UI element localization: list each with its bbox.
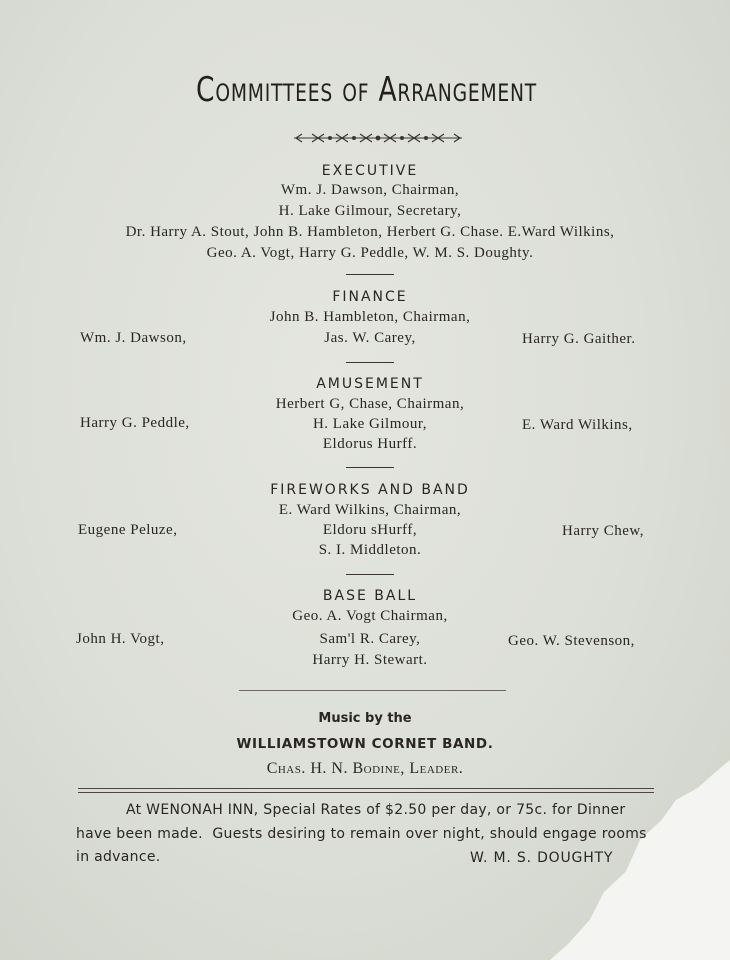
baseball-chairman: Geo. A. Vogt Chairman, (292, 608, 448, 624)
baseball-heading: BASE BALL (322, 588, 418, 604)
executive-line-1: Wm. J. Dawson, Chairman, (280, 182, 460, 198)
finance-member-right: Harry G. Gaither. (522, 331, 636, 347)
baseball-member-left: John H. Vogt, (76, 631, 165, 647)
section-divider (346, 467, 394, 468)
amusement-member-center-2: Eldorus Hurff. (322, 436, 418, 452)
music-intro: Music by the (318, 711, 412, 726)
music-divider (239, 690, 506, 691)
executive-line-3: Dr. Harry A. Stout, John B. Hambleton, Herbert G. Chase. E.Ward Wilkins, (125, 224, 615, 240)
signature: W. M. S. DOUGHTY (470, 850, 614, 866)
footer-line-2: have been made. Guests desiring to remain over night, should engage rooms (76, 826, 647, 842)
finance-member-center: Jas. W. Carey, (324, 330, 416, 346)
finance-heading: FINANCE (332, 289, 408, 305)
section-divider (346, 362, 394, 363)
footer-rule-2 (78, 792, 654, 793)
fireworks-member-left: Eugene Peluze, (78, 522, 178, 538)
finance-member-left: Wm. J. Dawson, (80, 330, 187, 346)
fireworks-member-center-1: Eldoru sHurff, (322, 522, 418, 538)
baseball-member-center-1: Sam'l R. Carey, (319, 631, 421, 647)
band-leader: Chas. H. N. Bodine, Leader. (266, 760, 464, 777)
finance-chairman: John B. Hambleton, Chairman, (269, 309, 471, 325)
ornament-divider-icon (290, 132, 466, 144)
fireworks-chairman: E. Ward Wilkins, Chairman, (278, 502, 462, 518)
executive-line-2: H. Lake Gilmour, Secretary, (278, 203, 462, 219)
baseball-member-right: Geo. W. Stevenson, (508, 633, 635, 649)
footer-line-1: At WENONAH INN, Special Rates of $2.50 per day, or 75c. for Dinner (126, 802, 626, 818)
fireworks-member-center-2: S. I. Middleton. (318, 542, 422, 558)
section-divider (346, 274, 394, 275)
page-title: Committees of Arrangement (196, 70, 538, 110)
fireworks-heading: FIREWORKS AND BAND (270, 482, 470, 498)
baseball-member-center-2: Harry H. Stewart. (312, 652, 428, 668)
executive-line-4: Geo. A. Vogt, Harry G. Peddle, W. M. S. Doughty. (206, 245, 534, 261)
amusement-member-left: Harry G. Peddle, (80, 415, 190, 431)
executive-heading: EXECUTIVE (321, 163, 419, 179)
amusement-member-center-1: H. Lake Gilmour, (312, 416, 428, 432)
footer-rule-1 (78, 788, 654, 789)
amusement-heading: AMUSEMENT (316, 376, 424, 392)
amusement-member-right: E. Ward Wilkins, (522, 417, 633, 433)
section-divider (346, 574, 394, 575)
footer-line-3: in advance. (76, 849, 161, 865)
fireworks-member-right: Harry Chew, (562, 523, 645, 539)
band-name: WILLIAMSTOWN CORNET BAND. (236, 736, 494, 752)
amusement-chairman: Herbert G, Chase, Chairman, (275, 396, 465, 412)
